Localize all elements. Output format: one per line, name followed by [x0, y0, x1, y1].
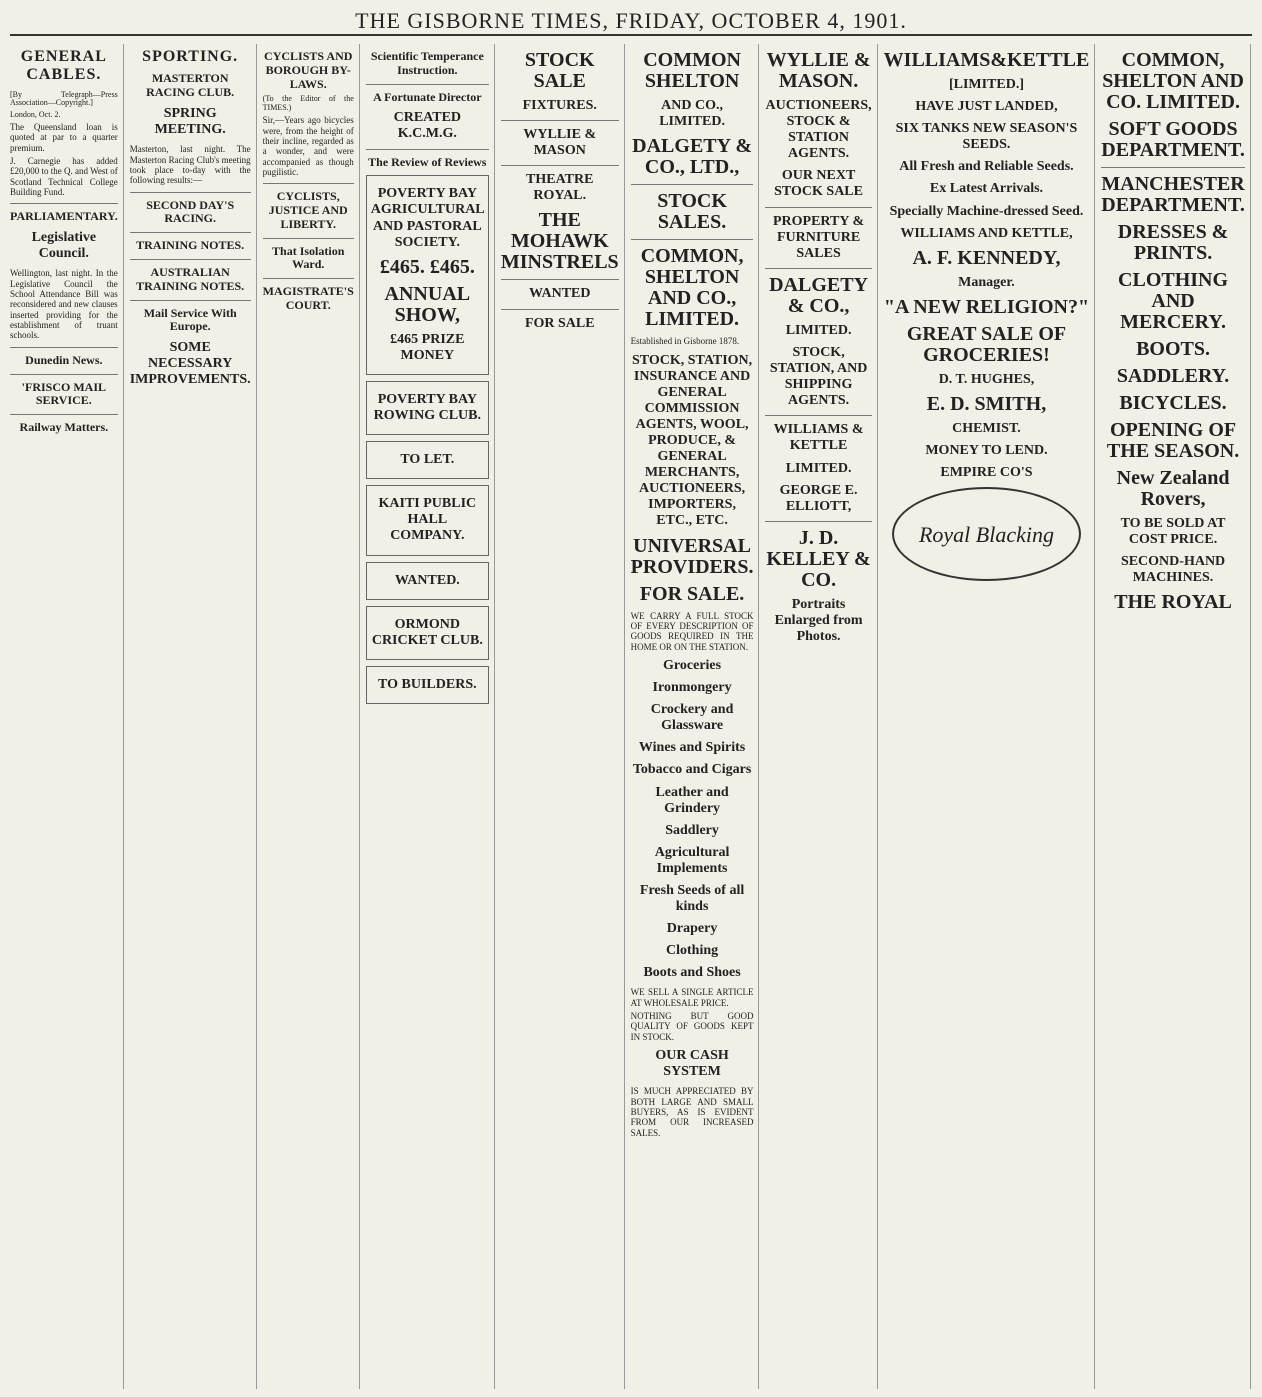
- heading-fortunate-director: A Fortunate Director: [373, 89, 482, 104]
- column-2: [130, 44, 257, 1389]
- agents-list: STOCK, STATION, INSURANCE AND GENERAL COMMISSION AGENTS, WOOL, PRODUCE, & GENERAL MERCHANTS, AUCTIONEERS, IMPORTERS, ETC., ETC.: [631, 352, 753, 529]
- heading-kennedy: A. F. KENNEDY,: [912, 246, 1061, 269]
- newspaper-title: THE GISBORNE TIMES, FRIDAY, OCTOBER 4, 1901.: [355, 8, 907, 33]
- divider: [130, 300, 251, 301]
- heading-soft-goods: SOFT GOODS DEPARTMENT.: [1101, 118, 1245, 161]
- divider: [765, 268, 871, 269]
- item-groceries: Groceries: [663, 657, 722, 673]
- heading-wyllie-mason: WYLLIE & MASON.: [766, 49, 871, 92]
- heading-stock-sale: STOCK SALE: [524, 49, 595, 92]
- item-saddlery: Saddlery: [665, 822, 719, 838]
- heading-dunedin-news: Dunedin News.: [25, 352, 103, 367]
- divider: [10, 203, 118, 204]
- divider: [631, 184, 754, 185]
- masthead: [10, 10, 1252, 36]
- heading-cyclists-justice: CYCLISTS, JUSTICE AND LIBERTY.: [268, 189, 348, 231]
- item-leather: Leather and Grindery: [655, 784, 729, 816]
- item-tobacco: Tobacco and Cigars: [632, 762, 752, 778]
- divider: [501, 279, 619, 280]
- ad-poverty-bay-society: [366, 175, 489, 375]
- subheading-wanted: WANTED: [529, 286, 591, 302]
- subheading-australian-training-notes: AUSTRALIAN TRAINING NOTES.: [136, 264, 245, 293]
- ad-to-let: [366, 441, 489, 479]
- divider: [631, 239, 754, 240]
- divider: [366, 149, 489, 150]
- paragraph-3: Wellington, last night. In the Legislative Council the School Attendance Bill was reconsidered and new clauses inserted providing for the establishment of truant schools.: [10, 268, 118, 341]
- paragraph-cyclists: Sir,—Years ago bicycles were, from the height of their incline, regarded as a wonder, and were accompanied as though pugilistic.: [262, 115, 354, 177]
- heading-common-shelton-3: COMMON, SHELTON AND CO. LIMITED.: [1102, 49, 1244, 113]
- subheading-six-tanks: SIX TANKS NEW SEASON'S SEEDS.: [895, 121, 1078, 153]
- quality-note: NOTHING BUT GOOD QUALITY OF GOODS KEPT IN STOCK.: [630, 1011, 754, 1042]
- ad-prize-money: £465 PRIZE MONEY: [390, 331, 465, 363]
- column-8: [884, 44, 1096, 1389]
- subheading-improvements: SOME NECESSARY IMPROVEMENTS.: [129, 340, 251, 388]
- heading-great-sale: GREAT SALE OF GROCERIES!: [906, 322, 1067, 366]
- heading-new-religion: "A NEW RELIGION?": [883, 295, 1090, 318]
- ad-to-let-title: TO LET.: [400, 452, 455, 468]
- heading-clothing-mercery: CLOTHING AND MERCERY.: [1118, 269, 1229, 333]
- heading-williams-kettle-2: WILLIAMS&KETTLE: [883, 49, 1090, 71]
- divider: [765, 521, 871, 522]
- royal-blacking-text: Royal Blacking: [918, 521, 1054, 547]
- column-6: [631, 44, 760, 1389]
- heading-sporting: SPORTING.: [142, 48, 239, 65]
- divider: [10, 414, 118, 415]
- heading-manchester: MANCHESTER DEPARTMENT.: [1101, 173, 1245, 216]
- heading-general-cables: GENERAL CABLES.: [20, 48, 107, 84]
- subheading-cost-price: TO BE SOLD AT COST PRICE.: [1120, 516, 1226, 548]
- heading-nz-rovers: New Zealand Rovers,: [1116, 467, 1230, 510]
- subheading-mail-service-europe: Mail Service With Europe.: [143, 305, 237, 334]
- divider: [501, 309, 619, 310]
- heading-the-royal: THE ROYAL: [1114, 591, 1232, 614]
- item-ironmongery: Ironmongery: [652, 680, 732, 696]
- column-5: [501, 44, 625, 1389]
- subheading-auctioneers: AUCTIONEERS, STOCK & STATION AGENTS.: [765, 98, 872, 162]
- column-1: [10, 44, 124, 1389]
- ad-rowing-club: [366, 381, 489, 435]
- ad-kaiti-hall: [366, 485, 489, 555]
- subheading-manager: Manager.: [958, 274, 1015, 290]
- subheading-next-stock-sale: OUR NEXT STOCK SALE: [774, 168, 863, 200]
- subheading-spring-meeting: SPRING MEETING.: [154, 105, 226, 138]
- divider: [263, 278, 354, 279]
- subheading-and-co-limited: AND CO., LIMITED.: [659, 98, 725, 130]
- heading-ed-smith: E. D. SMITH,: [926, 392, 1047, 415]
- ad-annual-show: ANNUAL SHOW,: [384, 282, 471, 326]
- heading-opening-season: OPENING OF THE SEASON.: [1106, 419, 1240, 462]
- column-9: [1101, 44, 1251, 1389]
- subheading-williams-and-kettle: WILLIAMS AND KETTLE,: [900, 225, 1073, 241]
- column-7: [765, 44, 877, 1389]
- subheading-fixtures: FIXTURES.: [522, 98, 597, 113]
- cash-system-note: IS MUCH APPRECIATED BY BOTH LARGE AND SMALL BUYERS, AS IS EVIDENT FROM OUR INCREASED SALES.: [630, 1086, 754, 1138]
- divider: [10, 347, 118, 348]
- divider: [130, 232, 251, 233]
- item-seeds: Fresh Seeds of all kinds: [639, 882, 745, 915]
- subheading-chemist: CHEMIST.: [952, 420, 1021, 436]
- heading-mohawk-minstrels: THE MOHAWK MINSTRELS: [500, 209, 619, 274]
- subheading-theatre-royal: THEATRE ROYAL.: [526, 172, 594, 204]
- heading-frisco-mail: 'FRISCO MAIL SERVICE.: [21, 379, 107, 408]
- divider: [1101, 167, 1245, 168]
- heading-universal-providers: UNIVERSAL PROVIDERS.: [630, 534, 754, 578]
- item-implements: Agricultural Implements: [654, 844, 730, 876]
- ad-wanted-title: WANTED.: [394, 572, 460, 588]
- heading-temperance-instruction: Scientific Temperance Instruction.: [370, 49, 484, 77]
- subheading-dt-hughes: D. T. HUGHES,: [938, 371, 1035, 387]
- byline: [By Telegraph—Press Association—Copyright.]: [10, 89, 118, 108]
- heading-magistrates-court: MAGISTRATE'S COURT.: [262, 284, 354, 313]
- heading-parliamentary: PARLIAMENTARY.: [10, 209, 118, 224]
- subheading-second-days-racing: SECOND DAY'S RACING.: [146, 197, 235, 226]
- subheading-portraits: Portraits Enlarged from Photos.: [774, 596, 863, 644]
- ad-rowing-title: POVERTY BAY ROWING CLUB.: [373, 391, 481, 424]
- divider: [765, 207, 871, 208]
- divider: [130, 192, 251, 193]
- heading-cyclists-bylaws: CYCLISTS AND BOROUGH BY-LAWS.: [264, 49, 353, 91]
- divider: [263, 183, 354, 184]
- subheading-latest-arrivals: Ex Latest Arrivals.: [929, 181, 1044, 197]
- heading-review-of-reviews: The Review of Reviews: [368, 154, 487, 169]
- heading-williams-kettle: WILLIAMS & KETTLE: [773, 422, 864, 454]
- newspaper-grid: [10, 44, 1252, 1389]
- item-boots: Boots and Shoes: [643, 965, 741, 981]
- heading-dalgety: DALGETY & CO., LTD.,: [632, 135, 752, 179]
- column-3: [263, 44, 360, 1389]
- heading-jd-kelley: J. D. KELLEY & CO.: [766, 526, 871, 591]
- subheading-williams-limited: LIMITED.: [785, 460, 852, 476]
- ad-title: POVERTY BAY AGRICULTURAL AND PASTORAL SOCIETY.: [370, 186, 485, 250]
- cash-system-heading: OUR CASH SYSTEM: [655, 1048, 729, 1080]
- ad-builders-title: TO BUILDERS.: [378, 676, 477, 692]
- wholesale-note: WE SELL A SINGLE ARTICLE AT WHOLESALE PRICE.: [630, 987, 754, 1008]
- item-drapery: Drapery: [666, 921, 718, 937]
- item-crockery: Crockery and Glassware: [650, 702, 734, 734]
- heading-common-shelton-2: COMMON, SHELTON AND CO., LIMITED.: [640, 245, 744, 331]
- ad-prize-amount: £465. £465.: [379, 255, 475, 278]
- ad-kaiti-title: KAITI PUBLIC HALL COMPANY.: [378, 496, 477, 544]
- column-4: [366, 44, 495, 1389]
- royal-blacking-oval: [892, 487, 1081, 581]
- heading-stock-sales: STOCK SALES.: [657, 190, 727, 234]
- subheading-property-sales: PROPERTY & FURNITURE SALES: [772, 213, 865, 261]
- subheading-training-notes: TRAINING NOTES.: [136, 238, 245, 253]
- paragraph-1: The Queensland loan is quoted at par to a quarter premium.: [10, 121, 118, 153]
- heading-dresses-prints: DRESSES & PRINTS.: [1117, 221, 1229, 264]
- subheading-dalgety-limited: LIMITED.: [785, 322, 852, 338]
- heading-boots: BOOTS.: [1136, 338, 1211, 360]
- subheading-created-kcmg: CREATED K.C.M.G.: [393, 110, 462, 142]
- paragraph-racing-intro: Masterton, last night. The Masterton Racing Club's meeting took place to-day with the following results:—: [129, 144, 251, 186]
- heading-bicycles: BICYCLES.: [1119, 392, 1227, 414]
- subheading-wyllie-mason: WYLLIE & MASON: [523, 127, 597, 159]
- ad-wanted: [366, 562, 489, 600]
- divider: [501, 120, 619, 121]
- divider: [366, 84, 489, 85]
- divider: [263, 238, 354, 239]
- heading-railway-matters: Railway Matters.: [19, 420, 109, 435]
- divider: [10, 374, 118, 375]
- item-wines: Wines and Spirits: [638, 740, 746, 756]
- subheading-money-to-lend: MONEY TO LEND.: [925, 443, 1048, 459]
- paragraph-2: J. Carnegie has added £20,000 to the Q. and West of Scotland Technical College Building Fund.: [10, 155, 118, 198]
- subheading-masterton-racing-club: MASTERTON RACING CLUB.: [146, 71, 235, 100]
- divider: [765, 415, 871, 416]
- established-note: Established in Gisborne 1878.: [630, 336, 740, 347]
- ad-cricket-title: ORMOND CRICKET CLUB.: [371, 616, 483, 648]
- heading-for-sale: FOR SALE.: [639, 582, 745, 605]
- subheading-fresh-seeds: All Fresh and Reliable Seeds.: [899, 159, 1074, 175]
- subheading-machine-dressed: Specially Machine-dressed Seed.: [889, 203, 1084, 219]
- item-clothing: Clothing: [666, 943, 719, 959]
- column-10: [1257, 44, 1262, 1389]
- subheading-legislative-council: Legislative Council.: [31, 230, 97, 262]
- dateline: London, Oct. 2.: [10, 109, 61, 119]
- subheading-just-landed: HAVE JUST LANDED,: [915, 99, 1058, 115]
- divider: [501, 165, 619, 166]
- ad-cricket-club: [366, 606, 489, 660]
- subheading-second-hand: SECOND-HAND MACHINES.: [1120, 554, 1226, 586]
- to-editor-note: (To the Editor of the TIMES.): [262, 94, 354, 112]
- heading-saddlery: SADDLERY.: [1116, 365, 1230, 387]
- ad-builders: [366, 666, 489, 704]
- subheading-stock-station: STOCK, STATION, AND SHIPPING AGENTS.: [769, 344, 868, 409]
- empire-label: EMPIRE CO'S: [940, 465, 1033, 481]
- subheading-limited: [LIMITED.]: [948, 77, 1024, 92]
- full-stock-note: WE CARRY A FULL STOCK OF EVERY DESCRIPTION OF GOODS REQUIRED IN THE HOME OR ON THE STATION.: [630, 610, 754, 652]
- heading-common-shelton: COMMON SHELTON: [643, 49, 741, 92]
- subheading-george-elliott: GEORGE E. ELLIOTT,: [779, 482, 858, 514]
- divider: [130, 259, 251, 260]
- subheading-for-sale: FOR SALE: [524, 315, 595, 331]
- heading-isolation-ward: That Isolation Ward.: [272, 243, 345, 272]
- heading-dalgety-co: DALGETY & CO.,: [769, 273, 869, 317]
